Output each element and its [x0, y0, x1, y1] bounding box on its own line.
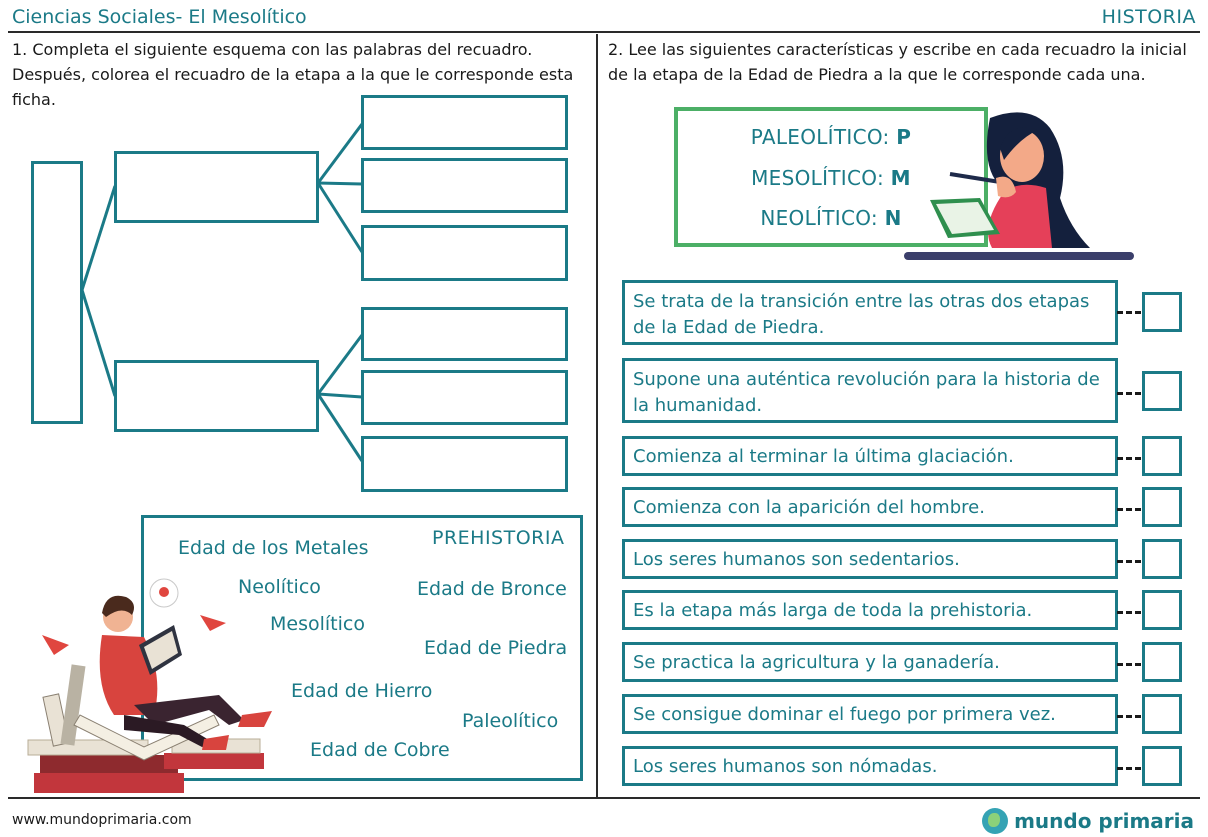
scheme-leaf-box[interactable]: [361, 370, 568, 425]
word-bank-item: Edad de los Metales: [178, 537, 369, 559]
answer-box[interactable]: [1142, 292, 1182, 332]
reading-student-illustration: [14, 575, 274, 797]
statement-box: Se consigue dominar el fuego por primera vez.: [622, 694, 1118, 734]
brand-name: mundo primaria: [1014, 809, 1194, 833]
subject-label: HISTORIA: [1101, 6, 1196, 28]
legend-label: MESOLÍTICO:: [751, 166, 884, 190]
answer-box[interactable]: [1142, 642, 1182, 682]
connector-line: [318, 335, 362, 394]
statement-box: Se trata de la transición entre las otras dos etapas de la Edad de Piedra.: [622, 280, 1118, 345]
legend-initial: P: [896, 125, 912, 149]
globe-icon: [982, 808, 1008, 834]
word-bank-item: PREHISTORIA: [432, 527, 565, 549]
connector-line: [82, 186, 115, 290]
statement-box: Los seres humanos son nómadas.: [622, 746, 1118, 786]
scheme-branch-box[interactable]: [114, 151, 319, 223]
dashed-connector: [1117, 508, 1141, 511]
exercise1-instruction: 1. Completa el siguiente esquema con las palabras del recuadro. Después, colorea el recuadro de la etapa a la que le corresponde esta ficha.: [12, 40, 574, 109]
answer-box[interactable]: [1142, 487, 1182, 527]
word-bank-item: Edad de Cobre: [310, 739, 450, 761]
word-bank-item: Edad de Piedra: [424, 637, 568, 659]
teacher-illustration: [920, 108, 1100, 254]
scheme-branch-box[interactable]: [114, 360, 319, 432]
word-bank-item: Mesolítico: [270, 613, 365, 635]
connector-line: [318, 124, 362, 183]
dashed-connector: [1117, 392, 1141, 395]
legend-initial: N: [884, 206, 902, 230]
answer-box[interactable]: [1142, 436, 1182, 476]
statement-box: Supone una auténtica revolución para la historia de la humanidad.: [622, 358, 1118, 423]
statement-box: Comienza al terminar la última glaciación.: [622, 436, 1118, 476]
footer-divider: [8, 797, 1200, 799]
word-bank-item: Edad de Hierro: [291, 680, 433, 702]
answer-box[interactable]: [1142, 590, 1182, 630]
scheme-leaf-box[interactable]: [361, 95, 568, 150]
word-bank-item: Paleolítico: [462, 710, 559, 732]
dashed-connector: [1117, 560, 1141, 563]
dashed-connector: [1117, 767, 1141, 770]
answer-box[interactable]: [1142, 539, 1182, 579]
statement-box: Comienza con la aparición del hombre.: [622, 487, 1118, 527]
scheme-leaf-box[interactable]: [361, 225, 568, 281]
scheme-leaf-box[interactable]: [361, 436, 568, 492]
statement-box: Los seres humanos son sedentarios.: [622, 539, 1118, 579]
connector-line: [318, 183, 362, 252]
answer-box[interactable]: [1142, 746, 1182, 786]
dashed-connector: [1117, 663, 1141, 666]
connector-line: [318, 394, 362, 461]
connector-line: [318, 394, 362, 397]
exercise2-instruction: 2. Lee las siguientes características y escribe en cada recuadro la inicial de la etapa de la Edad de Piedra a la que le corresponde cada una.: [608, 40, 1187, 84]
legend-label: PALEOLÍTICO:: [750, 125, 890, 149]
answer-box[interactable]: [1142, 371, 1182, 411]
legend-label: NEOLÍTICO:: [760, 206, 878, 230]
dashed-connector: [1117, 611, 1141, 614]
connector-line: [82, 290, 115, 396]
worksheet-title: Ciencias Sociales- El Mesolítico: [12, 6, 307, 28]
dashed-connector: [1117, 311, 1141, 314]
brand-logo: [982, 808, 1194, 834]
scheme-root-box[interactable]: [31, 161, 83, 424]
connector-line: [318, 183, 362, 184]
statement-box: Es la etapa más larga de toda la prehistoria.: [622, 590, 1118, 630]
scheme-leaf-box[interactable]: [361, 158, 568, 213]
statement-box: Se practica la agricultura y la ganadería.: [622, 642, 1118, 682]
answer-box[interactable]: [1142, 694, 1182, 734]
dashed-connector: [1117, 715, 1141, 718]
dashed-connector: [1117, 457, 1141, 460]
footer-url[interactable]: www.mundoprimaria.com: [12, 812, 192, 828]
scheme-leaf-box[interactable]: [361, 307, 568, 361]
legend-initial: M: [890, 166, 911, 190]
word-bank-item: Edad de Bronce: [417, 578, 567, 600]
word-bank-item: Neolítico: [238, 576, 321, 598]
